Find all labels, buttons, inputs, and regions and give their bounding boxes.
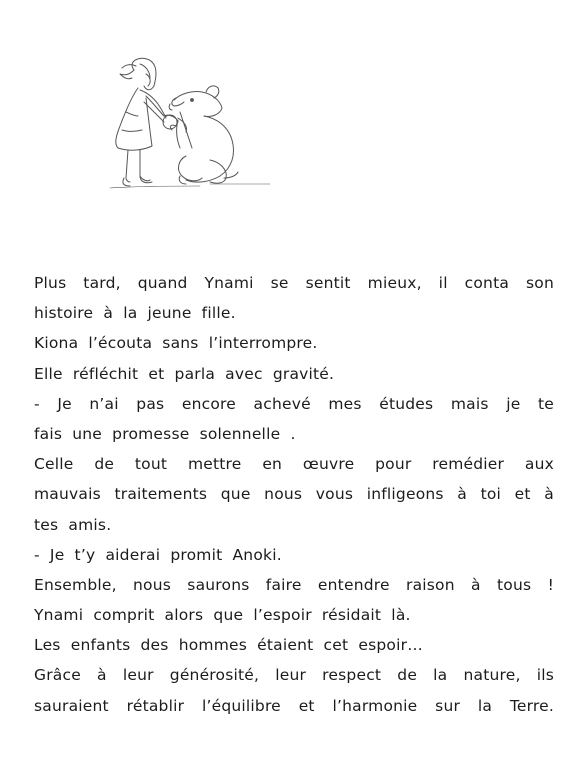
story-line: Ynami comprit alors que l’espoir résidait là.: [34, 606, 411, 625]
girl-and-polar-bear-illustration: [60, 52, 290, 202]
story-line: tes amis.: [34, 515, 112, 534]
story-line: Elle réfléchit et parla avec gravité.: [34, 364, 335, 383]
story-line: Plus tard, quand Ynami se sentit mieux, il conta son: [34, 274, 554, 292]
story-line: mauvais traitements que nous vous infligeons à toi et à: [34, 485, 554, 504]
story-text: [34, 268, 554, 721]
story-line: Grâce à leur générosité, leur respect de la nature, ils: [34, 666, 554, 685]
story-line: sauraient rétablir l’équilibre et l’harmonie sur la Terre.: [34, 696, 554, 715]
story-line: Kiona l’écouta sans l’interrompre.: [34, 334, 318, 353]
story-line: Les enfants des hommes étaient cet espoir…: [34, 636, 423, 655]
story-line: fais une promesse solennelle .: [34, 424, 296, 443]
story-line: Ensemble, nous saurons faire entendre raison à tous !: [34, 575, 554, 594]
story-line: - Je t’y aiderai promit Anoki.: [34, 545, 282, 564]
story-line: Celle de tout mettre en œuvre pour remédier aux: [34, 455, 554, 474]
story-line: histoire à la jeune fille.: [34, 304, 236, 323]
story-line: - Je n’ai pas encore achevé mes études mais je te: [34, 394, 554, 413]
